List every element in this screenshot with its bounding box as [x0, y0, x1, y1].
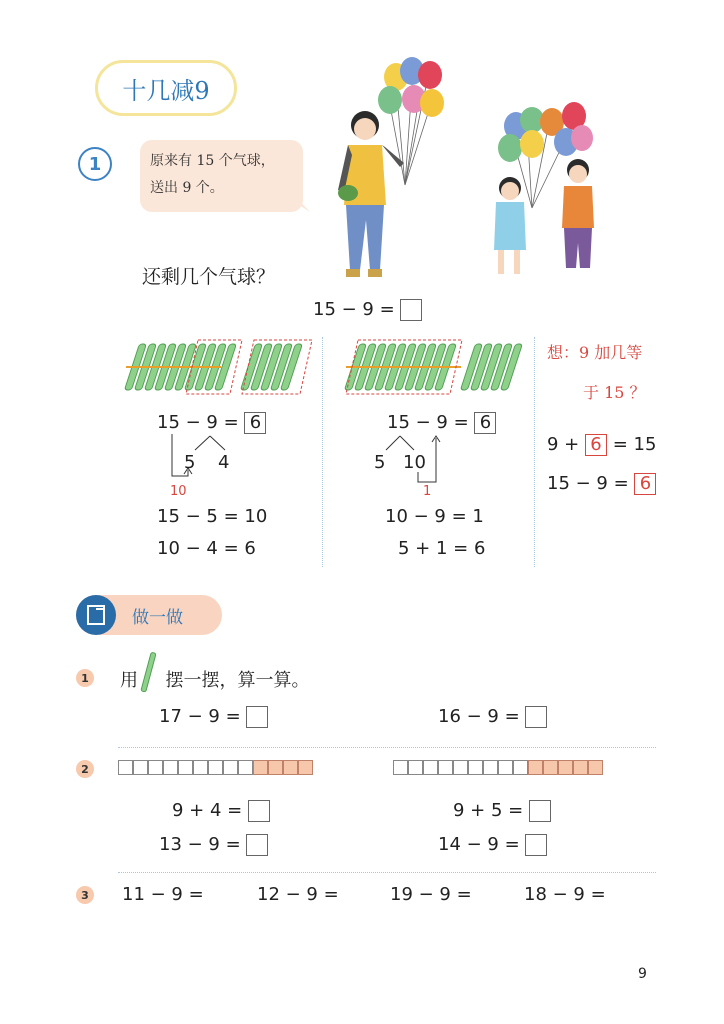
method1-ten-label: 10: [170, 484, 187, 499]
method3-eq1-suffix: = 15: [612, 434, 657, 455]
practice-divider-1: [118, 747, 656, 748]
method1-step2: 10 − 4 = 6: [157, 538, 256, 559]
practice-q1-eq-a-text: 17 − 9 =: [159, 706, 241, 727]
practice-q1-number: 1: [76, 669, 94, 687]
practice-q2-answer-a2[interactable]: [246, 834, 268, 856]
method3-equation2: [547, 473, 656, 495]
practice-q2-eq-a2-text: 13 − 9 =: [159, 834, 241, 855]
method1-split-right: 4: [218, 452, 230, 473]
main-equation: [313, 299, 422, 321]
practice-q2-eq-b1: [453, 800, 551, 822]
method1-sticks: [116, 336, 316, 396]
kids-with-balloons-illustration: [470, 98, 610, 283]
question-text: 还剩几个气球？: [142, 266, 276, 288]
method2-answer-box: 6: [474, 412, 496, 434]
method1-split-left: 5: [184, 452, 196, 473]
girl-with-balloons-illustration: [330, 55, 450, 285]
method3-eq1-prefix: 9 +: [547, 434, 580, 455]
method3-eq2-prefix: 15 − 9 =: [547, 473, 629, 494]
method1-eq-text: 15 − 9 =: [157, 412, 239, 433]
method2-eq-text: 15 − 9 =: [387, 412, 469, 433]
practice-q2-eq-b2-text: 14 − 9 =: [438, 834, 520, 855]
method2-split-left: 5: [374, 452, 386, 473]
practice-q3-item-4: 18 − 9 =: [524, 884, 606, 905]
main-equation-text: 15 − 9 =: [313, 299, 395, 320]
practice-divider-2: [118, 872, 656, 873]
bubble-line-2: 送出 9 个。: [150, 180, 224, 196]
example-number: 1: [78, 147, 112, 181]
bubble-line-1: 原来有 15 个气球，: [150, 153, 275, 169]
method3-think-line2: 于 15 ？: [583, 383, 646, 402]
method2-sticks: [336, 336, 526, 396]
practice-q2-eq-b2: [438, 834, 547, 856]
method-divider-2: [534, 337, 535, 567]
practice-pencil-icon: [76, 595, 116, 635]
practice-q1-text-after: 摆一摆，算一算。: [165, 670, 310, 691]
practice-q2-eq-a1: [172, 800, 270, 822]
practice-q2-eq-a2: [159, 834, 268, 856]
page-number: 9: [638, 966, 647, 982]
practice-q1-text-before: 用: [120, 670, 138, 691]
method1-equation: [157, 412, 266, 434]
practice-q2-eq-a1-text: 9 + 4 =: [172, 800, 243, 821]
speech-bubble: [140, 140, 303, 212]
method2-equation: [387, 412, 496, 434]
method3-eq2-answer-box: 6: [634, 473, 656, 495]
practice-q1-text: [120, 666, 309, 692]
practice-q1-eq-b-text: 16 − 9 =: [438, 706, 520, 727]
bubble-tail: [285, 196, 315, 216]
practice-q2-answer-b2[interactable]: [525, 834, 547, 856]
method2-step2: 5 + 1 = 6: [398, 538, 486, 559]
practice-q3-item-2: 12 − 9 =: [257, 884, 339, 905]
practice-q2-answer-b1[interactable]: [529, 800, 551, 822]
method-divider-1: [322, 337, 323, 567]
method1-answer-box: 6: [244, 412, 266, 434]
method3-eq1-answer-box: 6: [585, 434, 607, 456]
method2-one-label: 1: [423, 484, 432, 499]
method2-split-right: 10: [403, 452, 426, 473]
practice-q2-eq-b1-text: 9 + 5 =: [453, 800, 524, 821]
main-answer-box[interactable]: [400, 299, 422, 321]
practice-q2-cubes-a: [118, 760, 313, 775]
practice-q1-answer-a[interactable]: [246, 706, 268, 728]
practice-q1-answer-b[interactable]: [525, 706, 547, 728]
practice-q2-answer-a1[interactable]: [248, 800, 270, 822]
practice-q2-cubes-b: [393, 760, 603, 775]
method1-step1: 15 − 5 = 10: [157, 506, 268, 527]
practice-q1-eq-b: [438, 706, 547, 728]
lesson-title: 十几减9: [95, 60, 237, 116]
method2-step1: 10 − 9 = 1: [385, 506, 484, 527]
method1-split-lines: [170, 432, 240, 492]
practice-q3-item-1: 11 − 9 =: [122, 884, 204, 905]
practice-q2-number: 2: [76, 760, 94, 778]
method3-think-line1: 想：9 加几等: [547, 343, 643, 362]
practice-q1-eq-a: [159, 706, 268, 728]
method3-equation1: [547, 434, 656, 456]
practice-q3-number: 3: [76, 886, 94, 904]
practice-label: 做一做: [132, 608, 183, 628]
practice-q3-item-3: 19 − 9 =: [390, 884, 472, 905]
